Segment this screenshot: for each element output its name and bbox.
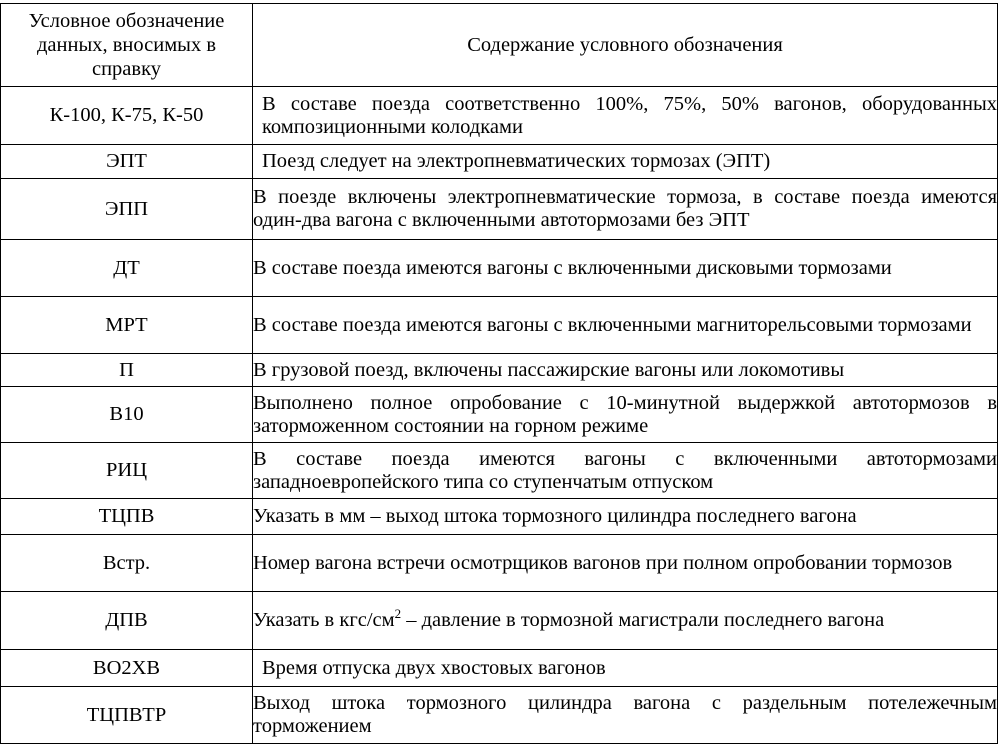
row-code: Встр.: [1, 535, 253, 592]
superscript-exponent: 2: [394, 606, 402, 622]
column-header-description: Содержание условного обозначения: [253, 4, 998, 87]
row-code: ВО2ХВ: [1, 650, 253, 687]
row-code: МРТ: [1, 297, 253, 354]
table-row: [1, 387, 998, 443]
table-row: [1, 145, 998, 179]
row-description: В составе поезда соответственно 100%, 75%, 50% вагонов, оборудованных композиционными колодками: [253, 87, 998, 145]
row-code: П: [1, 354, 253, 387]
row-description-text: – давление в тормозной магистрали последнего вагона: [401, 609, 885, 631]
row-description: Указать в мм – выход штока тормозного цилиндра последнего вагона: [253, 499, 998, 535]
row-description: В составе поезда имеются вагоны с включенными дисковыми тормозами: [253, 240, 998, 297]
row-description: В грузовой поезд, включены пассажирские вагоны или локомотивы: [253, 354, 998, 387]
row-description: Номер вагона встречи осмотрщиков вагонов при полном опробовании тормозов: [253, 535, 998, 592]
row-description: Выполнено полное опробование с 10-минутной выдержкой автотормозов в заторможенном состоянии на горном режиме: [253, 387, 998, 443]
table-header-row: [1, 4, 998, 87]
row-description-text: Указать в кгс/см: [253, 609, 395, 631]
column-header-code: Условное обозначение данных, вносимых в справку: [1, 4, 253, 87]
row-code: В10: [1, 387, 253, 443]
table-row: [1, 499, 998, 535]
table-row: [1, 687, 998, 744]
table-row: [1, 650, 998, 687]
row-code: ЭПТ: [1, 145, 253, 179]
row-code: ЭПП: [1, 179, 253, 240]
table-row: [1, 535, 998, 592]
row-description: Поезд следует на электропневматических тормозах (ЭПТ): [253, 145, 998, 179]
row-description: Время отпуска двух хвостовых вагонов: [253, 650, 998, 687]
table-row: [1, 87, 998, 145]
table-row: [1, 354, 998, 387]
table-row: [1, 179, 998, 240]
table-row: [1, 592, 998, 650]
row-description: В составе поезда имеются вагоны с включенными автотормозами западноевропейского типа со ступенчатым отпуском: [253, 443, 998, 499]
row-description: В поезде включены электропневматические тормоза, в составе поезда имеются один-два вагона с включенными автотормозами без ЭПТ: [253, 179, 998, 240]
row-code: ТЦПВТР: [1, 687, 253, 744]
table-row: [1, 297, 998, 354]
row-code: К-100, К-75, К-50: [1, 87, 253, 145]
row-description: Выход штока тормозного цилиндра вагона с раздельным потележечным торможением: [253, 687, 998, 744]
row-code: РИЦ: [1, 443, 253, 499]
row-description: В составе поезда имеются вагоны с включенными магниторельсовыми тормозами: [253, 297, 998, 354]
table-row: [1, 240, 998, 297]
row-description: [253, 592, 998, 650]
row-code: ДТ: [1, 240, 253, 297]
row-code: ДПВ: [1, 592, 253, 650]
legend-table: [0, 3, 998, 744]
table-row: [1, 443, 998, 499]
row-code: ТЦПВ: [1, 499, 253, 535]
